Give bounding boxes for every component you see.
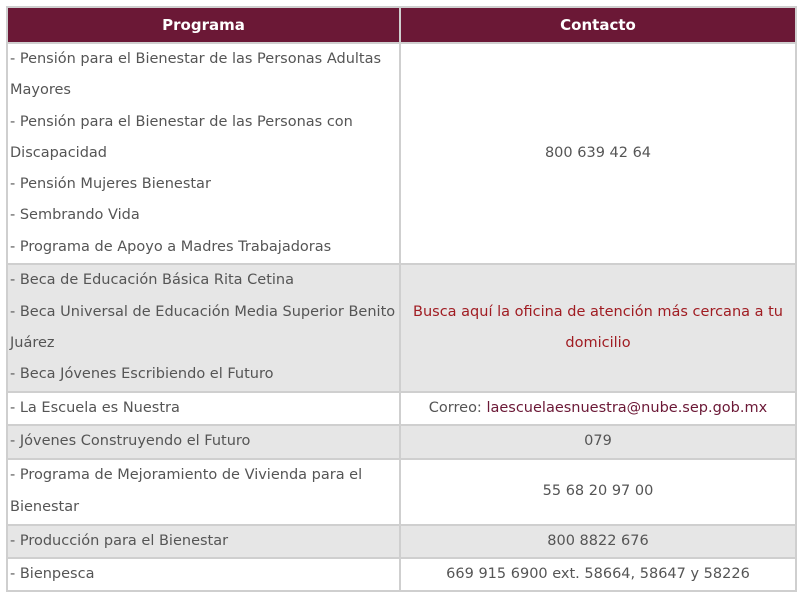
programs-contact-table — [6, 6, 797, 592]
contact-phone: 079 — [584, 433, 612, 450]
contact-phone: 800 8822 676 — [547, 532, 649, 549]
contact-cell — [400, 459, 796, 525]
program-cell — [7, 459, 400, 525]
programs-contact-table-container — [6, 6, 795, 592]
program-item: - Sembrando Vida — [10, 207, 140, 224]
program-cell — [7, 425, 400, 458]
program-item: - Beca Jóvenes Escribiendo el Futuro — [10, 366, 274, 383]
contact-cell — [400, 392, 796, 425]
contact-cell — [400, 425, 796, 458]
email-link[interactable]: laescuelaesnuestra@nube.sep.gob.mx — [486, 400, 768, 417]
program-item: - Beca de Educación Básica Rita Cetina — [10, 272, 294, 289]
program-item: - Programa de Mejoramiento de Vivienda para el Bienestar — [10, 467, 363, 515]
program-item: - Jóvenes Construyendo el Futuro — [10, 433, 251, 450]
contact-cell — [400, 558, 796, 591]
table-header-row — [7, 7, 796, 43]
contact-phone: 669 915 6900 ext. 58664, 58647 y 58226 — [446, 565, 750, 582]
program-item: - Beca Universal de Educación Media Superior Benito Juárez — [10, 303, 396, 352]
table-row — [7, 459, 796, 525]
table-row — [7, 525, 796, 558]
table-row — [7, 264, 796, 392]
program-cell — [7, 558, 400, 591]
table-row — [7, 425, 796, 458]
program-item: - Bienpesca — [10, 565, 95, 582]
contact-cell — [400, 43, 796, 264]
table-row — [7, 43, 796, 264]
header-contacto: Contacto — [400, 7, 796, 43]
program-item: - La Escuela es Nuestra — [10, 400, 180, 417]
contact-cell — [400, 264, 796, 392]
program-cell — [7, 392, 400, 425]
contact-phone: 800 639 42 64 — [544, 144, 652, 161]
program-item: - Pensión Mujeres Bienestar — [10, 176, 211, 193]
program-item: - Pensión para el Bienestar de las Personas Adultas Mayores — [10, 51, 382, 99]
header-programa: Programa — [7, 7, 400, 43]
email-label: Correo: — [428, 400, 487, 417]
program-cell — [7, 264, 400, 392]
contact-cell — [400, 525, 796, 558]
table-row — [7, 392, 796, 425]
contact-phone: 55 68 20 97 00 — [542, 483, 654, 500]
program-item: - Producción para el Bienestar — [10, 532, 229, 549]
program-item: - Programa de Apoyo a Madres Trabajadoras — [10, 238, 332, 255]
program-cell — [7, 525, 400, 558]
program-item: - Pensión para el Bienestar de las Personas con Discapacidad — [10, 113, 353, 161]
office-locator-link[interactable]: Busca aquí la oficina de atención más cercana a tu domicilio — [413, 303, 783, 352]
table-row — [7, 558, 796, 591]
program-cell — [7, 43, 400, 264]
